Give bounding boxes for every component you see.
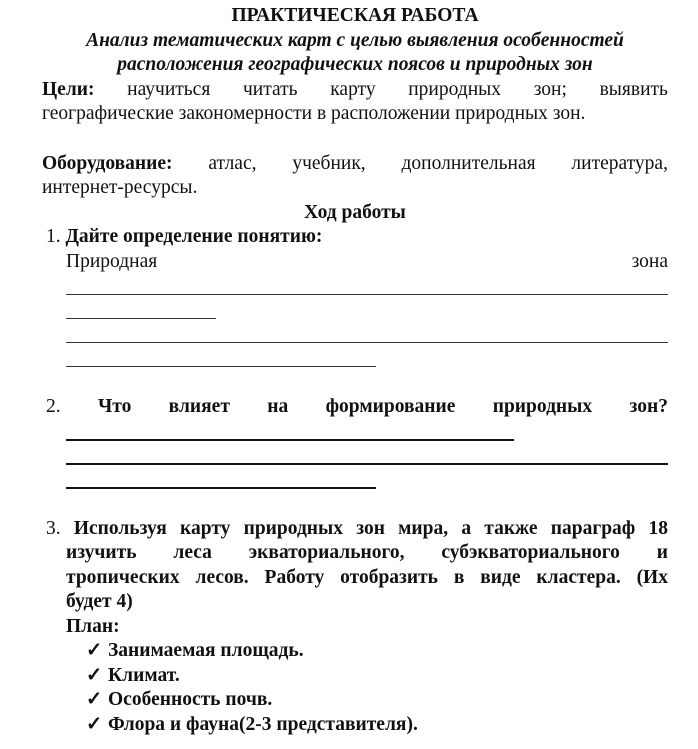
task-3-word: лесов. xyxy=(195,566,249,588)
equipment-word: дополнительная xyxy=(401,152,536,174)
spacer xyxy=(42,492,668,517)
goals-word: научиться xyxy=(127,78,211,100)
task-3-line-2 xyxy=(42,541,668,566)
answer-line[interactable] xyxy=(42,444,668,468)
spacer xyxy=(42,370,668,395)
worksheet-subtitle-line-1: Анализ тематических карт с целью выявления особенностей xyxy=(86,29,624,51)
task-3-word: кластера. xyxy=(536,566,621,588)
task-2-word: влияет xyxy=(168,396,230,417)
goals-word: природных xyxy=(408,78,502,100)
answer-line[interactable] xyxy=(42,468,668,492)
equipment-word: атлас, xyxy=(208,152,257,174)
plan-item xyxy=(42,688,668,713)
equipment-line-2: интернет-ресурсы. xyxy=(42,177,198,198)
task-2-question xyxy=(42,395,668,420)
task-3-word: зон xyxy=(356,517,385,539)
plan-item-text: Флора и фауна(2-3 представителя). xyxy=(108,713,418,735)
task-3-word: виде xyxy=(480,566,521,588)
task-3-word: Работу xyxy=(264,566,325,588)
answer-line[interactable] xyxy=(42,274,668,298)
task-3-line-3 xyxy=(42,566,668,591)
task-3-word: (Их xyxy=(636,566,668,588)
plan-item xyxy=(42,713,668,738)
equipment-line-1 xyxy=(42,152,668,177)
task-3-word: также xyxy=(484,517,538,539)
task-3-word: тропических xyxy=(66,566,180,588)
check-icon: ✓ xyxy=(86,664,103,686)
task-3-word: карту xyxy=(180,517,231,539)
goals-line-1 xyxy=(42,78,668,103)
task-3-word: а xyxy=(461,517,472,539)
equipment-word: литература, xyxy=(571,152,668,174)
goals-word: зон; xyxy=(533,78,567,100)
answer-line[interactable] xyxy=(42,298,668,322)
goals-word: карту xyxy=(330,78,376,100)
check-icon: ✓ xyxy=(86,640,103,661)
task-1-number: 1. xyxy=(46,226,61,247)
task-2-word: природных xyxy=(492,396,593,417)
answer-line[interactable] xyxy=(42,420,668,444)
task-3-word: 18 xyxy=(648,517,668,539)
task-1-text: Дайте определение понятию: xyxy=(65,226,323,247)
task-3-line-1 xyxy=(42,517,668,542)
plan-item xyxy=(42,664,668,689)
task-3-word: параграф xyxy=(550,517,636,539)
task-3-word: экваториального, xyxy=(248,542,405,563)
answer-line[interactable] xyxy=(42,346,668,370)
task-3-word: мира, xyxy=(398,517,449,539)
task-3-word: природных xyxy=(243,517,344,539)
task-2-word: формирование xyxy=(325,396,456,417)
term-left: Природная xyxy=(66,250,158,272)
task-1-term-line xyxy=(42,250,668,275)
task-3-word: субэкваториального xyxy=(441,542,620,563)
task-3-word: отобразить xyxy=(340,566,438,588)
task-3-word: и xyxy=(656,542,668,563)
procedure-heading: Ход работы xyxy=(304,201,406,223)
task-3-number: 3. xyxy=(46,517,61,539)
worksheet-title: ПРАКТИЧЕСКАЯ РАБОТА xyxy=(231,5,479,26)
task-3-word: изучить xyxy=(66,542,137,563)
equipment-label: Оборудование: xyxy=(42,152,173,174)
task-3-word: Используя xyxy=(73,517,167,539)
worksheet-subtitle-line-2: расположения географических поясов и природных зон xyxy=(117,54,593,75)
answer-line[interactable] xyxy=(42,322,668,346)
plan-label: План: xyxy=(66,615,120,637)
task-2-word: Что xyxy=(97,396,132,417)
goals-line-2: географические закономерности в расположении природных зон. xyxy=(42,103,586,124)
task-2-word: на xyxy=(267,396,289,417)
check-icon: ✓ xyxy=(86,713,103,735)
plan-item-text: Занимаемая площадь. xyxy=(108,640,304,661)
equipment-word: учебник, xyxy=(292,152,366,174)
plan-item xyxy=(42,639,668,664)
task-1-heading xyxy=(42,225,668,250)
task-2-word: зон? xyxy=(629,396,668,417)
plan-item-text: Особенность почв. xyxy=(108,689,273,710)
term-right: зона xyxy=(631,250,668,272)
goals-word: выявить xyxy=(599,78,668,100)
spacer xyxy=(42,127,668,152)
plan-item-text: Климат. xyxy=(108,664,180,686)
task-3-word: в xyxy=(453,566,465,588)
goals-word: читать xyxy=(242,78,298,100)
goals-label: Цели: xyxy=(42,78,95,100)
check-icon: ✓ xyxy=(86,689,103,710)
task-2-number: 2. xyxy=(46,396,61,417)
task-3-word: леса xyxy=(173,542,212,563)
task-3-line-4: будет 4) xyxy=(66,591,133,612)
